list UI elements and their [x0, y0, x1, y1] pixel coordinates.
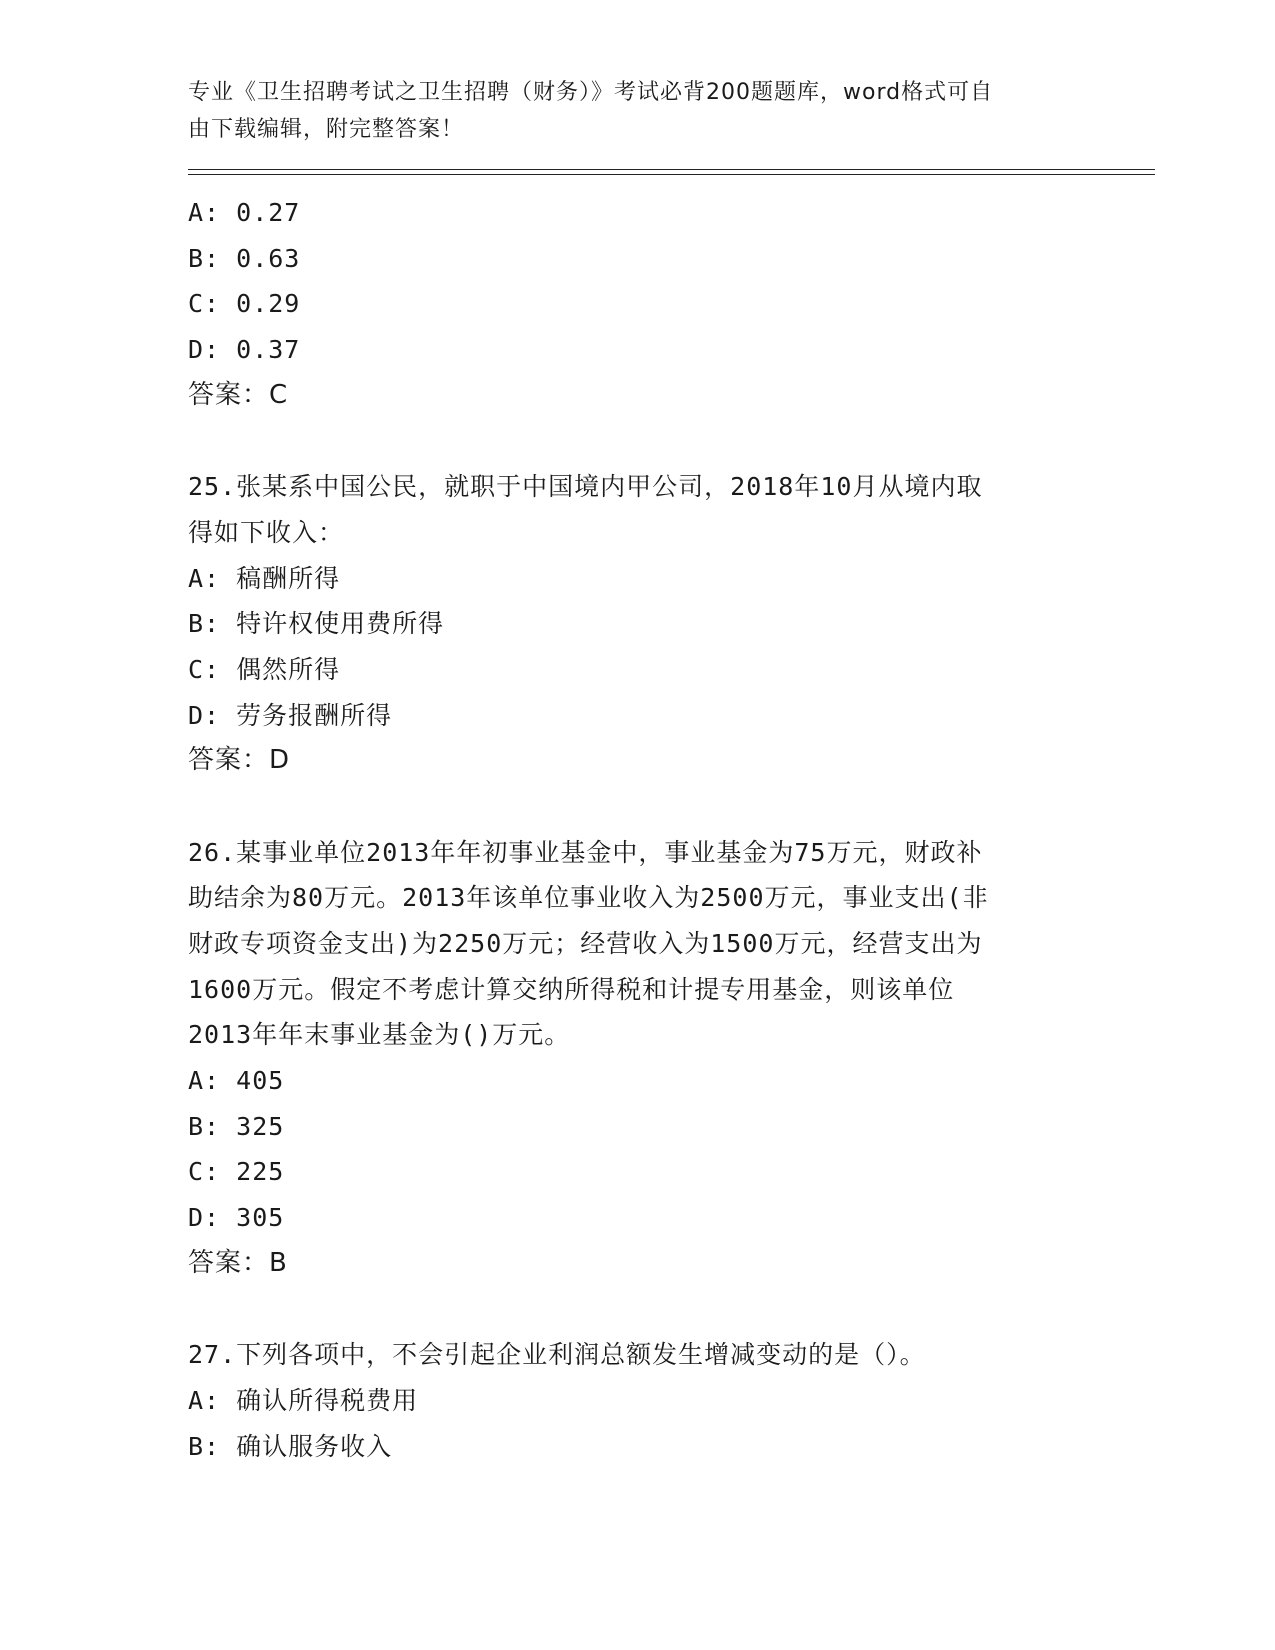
option-c: C: 偶然所得 [188, 654, 341, 684]
header-line-2: 由下载编辑，附完整答案！ [188, 117, 465, 142]
option-b: B: 特许权使用费所得 [188, 609, 445, 639]
option-a: A: 0.27 [188, 198, 301, 227]
option-d: D: 劳务报酬所得 [188, 700, 393, 730]
question-stem-line: 2013年年末事业基金为()万元。 [188, 1020, 571, 1050]
option-a: A: 405 [188, 1066, 285, 1096]
spacer [188, 418, 1088, 464]
question-content [188, 190, 1088, 1469]
option-b: B: 0.63 [188, 243, 301, 273]
spacer [188, 784, 1088, 830]
question-stem-line: 得如下收入： [188, 517, 345, 547]
option-d: D: 305 [188, 1203, 285, 1233]
question-stem-line: 财政专项资金支出)为2250万元；经营收入为1500万元，经营支出为 [188, 929, 983, 958]
option-a: A: 确认所得税费用 [188, 1385, 419, 1415]
question-stem-line: 27.下列各项中，不会引起企业利润总额发生增减变动的是（）。 [188, 1340, 926, 1370]
question-stem-line: 助结余为80万元。2013年该单位事业收入为2500万元，事业支出(非 [188, 883, 989, 913]
option-a: A: 稿酬所得 [188, 563, 341, 593]
option-d: D: 0.37 [188, 335, 301, 365]
header-divider-bottom [188, 174, 1155, 175]
option-c: C: 225 [188, 1157, 285, 1187]
answer-line: 答案：B [188, 1247, 288, 1278]
header-divider-top [188, 169, 1155, 170]
header-line-1: 专业《卫生招聘考试之卫生招聘（财务）》考试必背200题题库，word格式可自 [188, 80, 994, 105]
question-25 [188, 464, 1088, 784]
document-header [188, 74, 1088, 148]
question-stem-line: 1600万元。假定不考虑计算交纳所得税和计提专用基金，则该单位 [188, 974, 955, 1004]
option-b: B: 325 [188, 1111, 285, 1141]
previous-question [188, 190, 1088, 418]
question-stem-line: 26.某事业单位2013年年初事业基金中，事业基金为75万元，财政补 [188, 837, 983, 867]
question-27 [188, 1332, 1088, 1469]
option-c: C: 0.29 [188, 289, 301, 319]
answer-line: 答案：D [188, 745, 291, 776]
spacer [188, 1287, 1088, 1333]
answer-line: 答案：C [188, 379, 289, 410]
question-26 [188, 830, 1088, 1287]
option-b: B: 确认服务收入 [188, 1431, 393, 1461]
question-stem-line: 25.张某系中国公民，就职于中国境内甲公司，2018年10月从境内取 [188, 472, 983, 502]
